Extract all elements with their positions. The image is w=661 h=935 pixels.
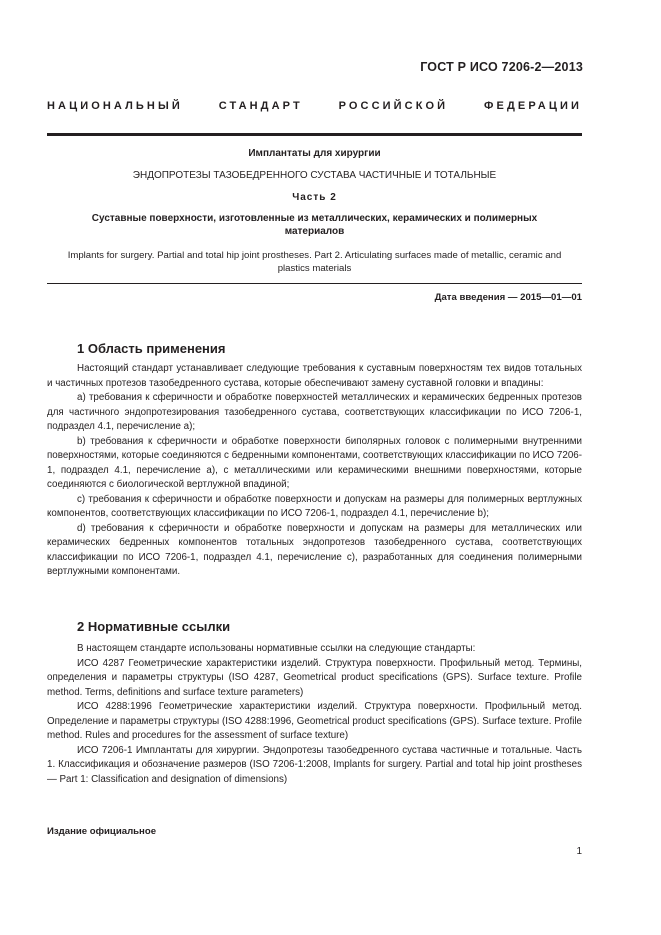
- paragraph: c) требования к сферичности и обработке поверхности и допускам на размеры для полимерных вертлужных компонентов, соответствующих классификации по ИСО 7206-1, подраздел 4.1, перечисление b);: [47, 493, 582, 519]
- title-part: Часть 2: [292, 192, 337, 203]
- introduction-date: Дата введения — 2015—01—01: [434, 292, 582, 303]
- title-main: ЭНДОПРОТЕЗЫ ТАЗОБЕДРЕННОГО СУСТАВА ЧАСТИЧНЫЕ И ТОТАЛЬНЫЕ: [132, 170, 497, 181]
- section-1-heading: 1 Область применения: [77, 341, 226, 356]
- paragraph: Настоящий стандарт устанавливает следующие требования к суставным поверхностям тех видов тотальных и частичных протезов тазобедренного сустава, которые обеспечивают замену суставной головки и впадины:: [47, 363, 582, 389]
- edition-label: Издание официальное: [47, 826, 157, 837]
- title-subtitle: Суставные поверхности, изготовленные из металлических, керамических и полимерных материалов: [91, 213, 538, 237]
- paragraph: ИСО 4288:1996 Геометрические характеристики изделий. Структура поверхности. Профильный метод. Определение и параметры структуры (ISO 4288:1996, Geometrical product specifications (GPS). Surface texture. Profile method. Rules and procedures for the assessment of surface texture): [47, 701, 582, 741]
- section-2-body: [47, 642, 582, 787]
- paragraph: ИСО 4287 Геометрические характеристики изделий. Структура поверхности. Профильный метод. Термины, определения и параметры структуры (ISO 4287, Geometrical product specifications (GPS). Surface texture. Profile method. Terms, definitions and surface texture parameters): [47, 657, 582, 698]
- paragraph: а) требования к сферичности и обработке поверхностей металлических и керамических бедренных протезов для частичного эндопротезирования тазобедренного сустава, соответствующих классификации по ИСО 7206-1, подраздел 4.1, перечисление а);: [47, 392, 582, 432]
- header-rule: [47, 133, 582, 136]
- title-english: Implants for surgery. Partial and total hip joint prostheses. Part 2. Articulating surfaces made of metallic, ceramic and plastics materials: [67, 250, 562, 274]
- section-2-heading: 2 Нормативные ссылки: [77, 619, 231, 634]
- national-standard-banner: НАЦИОНАЛЬНЫЙ СТАНДАРТ РОССИЙСКОЙ ФЕДЕРАЦИИ: [47, 100, 582, 112]
- paragraph: b) требования к сферичности и обработке поверхности биполярных головок с полимерными внутренними поверхностями, которые соединяются с бедренными компонентами, соответствующих классификации по ИСО 7206-1, подраздел 4.1, перечисление а), с металлическими или керамическими внешними поверхностями, которые соединяются с биологической вертлужной впадиной;: [47, 435, 582, 490]
- paragraph: ИСО 7206-1 Имплантаты для хирургии. Эндопротезы тазобедренного сустава частичные и тотальные. Часть 1. Классификация и обозначение размеров (ISO 7206-1:2008, Implants for surgery. Partial and total hip joint prostheses — Part 1: Classification and designation of dimensions): [47, 744, 582, 785]
- title-group: Имплантаты для хирургии: [248, 148, 381, 159]
- page-number: 1: [576, 846, 582, 857]
- document-code: ГОСТ Р ИСО 7206-2—2013: [420, 60, 583, 74]
- title-rule: [47, 283, 582, 284]
- section-1-body: [47, 362, 582, 580]
- paragraph: В настоящем стандарте использованы нормативные ссылки на следующие стандарты:: [77, 643, 476, 654]
- paragraph: d) требования к сферичности и обработке поверхности и допускам на размеры для металлических или керамических бедренных компонентов тотальных эндопротезов тазобедренного сустава, соответствующих классификации по ИСО 7206-1, подраздел 4.1, перечисление c), разработанных для соединения полимерными вертлужными компонентами.: [47, 522, 582, 577]
